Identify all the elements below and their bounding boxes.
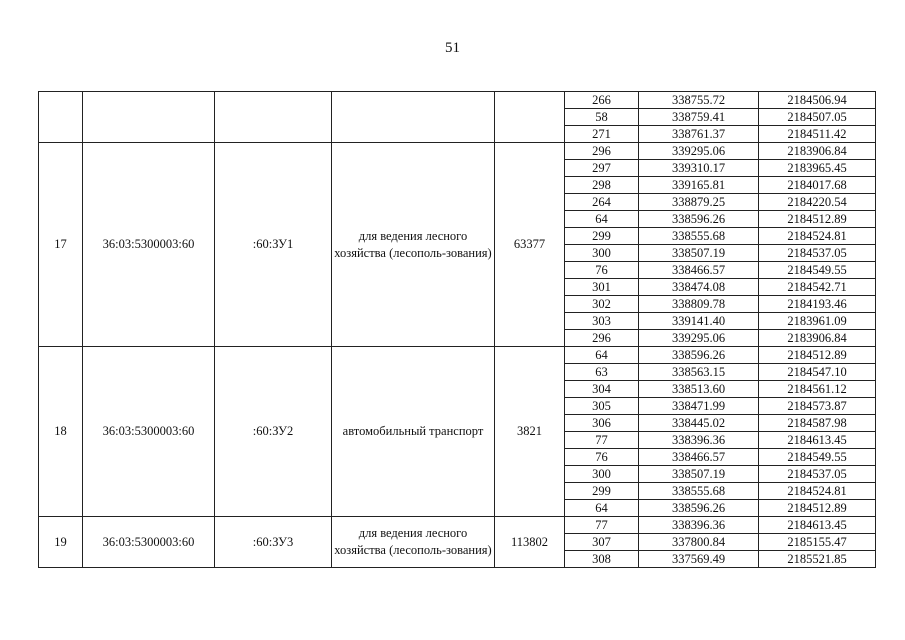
coordinate-x-cell: 338396.36 [639, 432, 759, 449]
point-number-cell: 307 [565, 534, 639, 551]
coordinate-y-cell: 2184613.45 [759, 517, 876, 534]
point-number-cell: 299 [565, 228, 639, 245]
coordinate-x-cell: 338471.99 [639, 398, 759, 415]
point-number-cell: 303 [565, 313, 639, 330]
point-number-cell: 76 [565, 449, 639, 466]
point-number-cell: 266 [565, 92, 639, 109]
coordinate-y-cell: 2184017.68 [759, 177, 876, 194]
point-number-cell: 76 [565, 262, 639, 279]
coordinate-x-cell: 338445.02 [639, 415, 759, 432]
coordinate-x-cell: 338879.25 [639, 194, 759, 211]
area-cell: 3821 [495, 347, 565, 517]
point-number-cell: 64 [565, 500, 639, 517]
row-number-cell: 19 [39, 517, 83, 568]
coordinate-x-cell: 338759.41 [639, 109, 759, 126]
point-number-cell: 300 [565, 245, 639, 262]
coordinate-y-cell: 2183965.45 [759, 160, 876, 177]
coordinate-x-cell: 338596.26 [639, 211, 759, 228]
coordinate-y-cell: 2184524.81 [759, 483, 876, 500]
point-number-cell: 305 [565, 398, 639, 415]
coordinate-y-cell: 2185521.85 [759, 551, 876, 568]
coordinate-x-cell: 338466.57 [639, 449, 759, 466]
coordinate-y-cell: 2183906.84 [759, 143, 876, 160]
coordinate-x-cell: 338563.15 [639, 364, 759, 381]
coordinate-y-cell: 2184511.42 [759, 126, 876, 143]
permitted-use-cell: для ведения лесного хозяйства (лесополь-зования) [332, 517, 495, 568]
coordinate-x-cell: 339141.40 [639, 313, 759, 330]
coordinate-x-cell: 338809.78 [639, 296, 759, 313]
coordinate-x-cell: 338761.37 [639, 126, 759, 143]
point-number-cell: 298 [565, 177, 639, 194]
cadastral-number-cell: 36:03:5300003:60 [83, 517, 215, 568]
coordinate-y-cell: 2184507.05 [759, 109, 876, 126]
permitted-use-cell: автомобильный транспорт [332, 347, 495, 517]
point-number-cell: 64 [565, 211, 639, 228]
coordinate-y-cell: 2184537.05 [759, 245, 876, 262]
point-number-cell: 302 [565, 296, 639, 313]
coordinate-y-cell: 2183906.84 [759, 330, 876, 347]
point-number-cell: 296 [565, 143, 639, 160]
point-number-cell: 299 [565, 483, 639, 500]
permitted-use-cell [332, 92, 495, 143]
coordinate-y-cell: 2184512.89 [759, 211, 876, 228]
point-number-cell: 271 [565, 126, 639, 143]
coordinate-y-cell: 2184587.98 [759, 415, 876, 432]
point-number-cell: 306 [565, 415, 639, 432]
coordinate-x-cell: 338513.60 [639, 381, 759, 398]
coordinate-x-cell: 338466.57 [639, 262, 759, 279]
point-number-cell: 77 [565, 517, 639, 534]
point-number-cell: 300 [565, 466, 639, 483]
coordinate-x-cell: 338596.26 [639, 347, 759, 364]
coordinate-x-cell: 338596.26 [639, 500, 759, 517]
coordinate-x-cell: 339295.06 [639, 330, 759, 347]
coordinate-x-cell: 338507.19 [639, 466, 759, 483]
point-number-cell: 58 [565, 109, 639, 126]
coordinate-x-cell: 339165.81 [639, 177, 759, 194]
point-number-cell: 63 [565, 364, 639, 381]
plot-designation-cell [215, 92, 332, 143]
coordinate-x-cell: 338396.36 [639, 517, 759, 534]
table-row [39, 143, 876, 160]
page-number: 51 [445, 40, 460, 56]
row-number-cell [39, 92, 83, 143]
coordinate-y-cell: 2184524.81 [759, 228, 876, 245]
plot-designation-cell: :60:ЗУ1 [215, 143, 332, 347]
coordinate-y-cell: 2184542.71 [759, 279, 876, 296]
coordinate-y-cell: 2184512.89 [759, 347, 876, 364]
point-number-cell: 64 [565, 347, 639, 364]
coordinate-x-cell: 338555.68 [639, 228, 759, 245]
coordinate-y-cell: 2184547.10 [759, 364, 876, 381]
point-number-cell: 77 [565, 432, 639, 449]
coordinate-y-cell: 2183961.09 [759, 313, 876, 330]
coordinate-y-cell: 2184506.94 [759, 92, 876, 109]
coordinates-table-body [39, 92, 876, 568]
coordinate-y-cell: 2184220.54 [759, 194, 876, 211]
table-row [39, 92, 876, 109]
point-number-cell: 297 [565, 160, 639, 177]
coordinate-x-cell: 339295.06 [639, 143, 759, 160]
coordinate-y-cell: 2184561.12 [759, 381, 876, 398]
coordinate-y-cell: 2184549.55 [759, 262, 876, 279]
coordinate-y-cell: 2184193.46 [759, 296, 876, 313]
coordinate-x-cell: 337569.49 [639, 551, 759, 568]
coordinate-x-cell: 338555.68 [639, 483, 759, 500]
coordinate-x-cell: 338507.19 [639, 245, 759, 262]
row-number-cell: 18 [39, 347, 83, 517]
coordinate-y-cell: 2184537.05 [759, 466, 876, 483]
point-number-cell: 308 [565, 551, 639, 568]
point-number-cell: 301 [565, 279, 639, 296]
table-row [39, 517, 876, 534]
coordinate-y-cell: 2185155.47 [759, 534, 876, 551]
coordinate-y-cell: 2184613.45 [759, 432, 876, 449]
plot-designation-cell: :60:ЗУ3 [215, 517, 332, 568]
point-number-cell: 296 [565, 330, 639, 347]
area-cell: 113802 [495, 517, 565, 568]
coordinate-y-cell: 2184549.55 [759, 449, 876, 466]
table-row [39, 347, 876, 364]
cadastral-number-cell: 36:03:5300003:60 [83, 143, 215, 347]
coordinate-x-cell: 338474.08 [639, 279, 759, 296]
area-cell: 63377 [495, 143, 565, 347]
coordinate-x-cell: 338755.72 [639, 92, 759, 109]
coordinates-table [38, 91, 876, 568]
coordinate-x-cell: 337800.84 [639, 534, 759, 551]
area-cell [495, 92, 565, 143]
coordinate-y-cell: 2184512.89 [759, 500, 876, 517]
point-number-cell: 304 [565, 381, 639, 398]
plot-designation-cell: :60:ЗУ2 [215, 347, 332, 517]
cadastral-number-cell [83, 92, 215, 143]
coordinate-y-cell: 2184573.87 [759, 398, 876, 415]
permitted-use-cell: для ведения лесного хозяйства (лесополь-зования) [332, 143, 495, 347]
point-number-cell: 264 [565, 194, 639, 211]
coordinate-x-cell: 339310.17 [639, 160, 759, 177]
row-number-cell: 17 [39, 143, 83, 347]
cadastral-number-cell: 36:03:5300003:60 [83, 347, 215, 517]
